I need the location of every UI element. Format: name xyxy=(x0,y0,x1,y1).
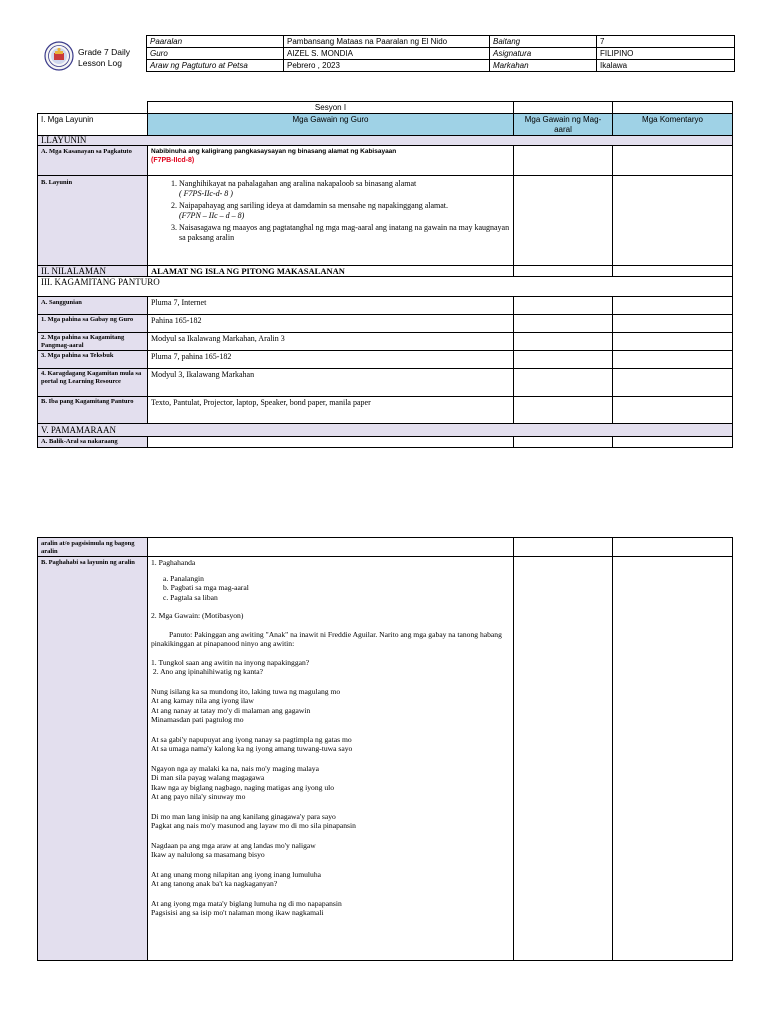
lyric-stanza xyxy=(151,812,510,831)
row-paghahabi-label: B. Paghahabi sa layunin ng aralin xyxy=(38,557,148,961)
prep-item: a. Panalangin xyxy=(163,573,204,583)
objective-item: 1. Nanghihikayat na pahalagahan ang aralina nakapaloob sa binasang alamat ( F7PS-IIc-d- 8 ) xyxy=(179,179,510,199)
resource-value: Modyul sa Ikalawang Markahan, Aralin 3 xyxy=(148,333,514,351)
row-balik-aral-cont-label: aralin at/o pagsisimula ng bagong aralin xyxy=(38,538,148,557)
lyric-line: Minamasdan pati pagtulog mo xyxy=(151,715,244,724)
lyric-stanza xyxy=(151,687,510,725)
song-lyrics xyxy=(151,687,510,918)
prep-list xyxy=(151,574,510,603)
step-paghahanda: 1. Paghahanda xyxy=(151,558,196,567)
resource-label: A. Sanggunian xyxy=(38,297,148,315)
guide-question: 1. Tungkol saan ang awitin na inyong napakinggan? xyxy=(151,657,310,667)
resource-label: 3. Mga pahina sa Teksbuk xyxy=(38,351,148,369)
student-activities-header: Mga Gawain ng Mag-aaral xyxy=(514,114,613,136)
section-kagamitan: III. KAGAMITANG PANTURO xyxy=(38,277,733,297)
quarter-value: Ikalawa xyxy=(597,60,735,72)
lyric-line: At ang tanong anak ba't ka nagkaganyan? xyxy=(151,879,278,888)
guide-questions xyxy=(151,658,510,677)
session-label: Sesyon I xyxy=(148,102,514,114)
guide-question: 2. Ano ang ipinahihiwatig ng kanta? xyxy=(151,667,263,676)
lyric-line: At ang payo nila'y sinuway mo xyxy=(151,792,246,801)
lyric-line: At ang nanay at tatay mo'y di malaman ang gagawin xyxy=(151,705,311,715)
header-info-table xyxy=(146,35,735,72)
section-layunin: I.LAYUNIN xyxy=(38,136,733,146)
teacher-label: Guro xyxy=(147,48,284,60)
step-motibasyon: 2. Mga Gawain: (Motibasyon) xyxy=(151,611,244,620)
deped-logo xyxy=(44,41,74,71)
resource-label: B. Iba pang Kagamitang Panturo xyxy=(38,397,148,424)
resource-value: Pluma 7, Internet xyxy=(148,297,514,315)
objective-item: 3. Naisasagawa ng maayos ang pagtatanghal ng mga mag-aaral ang inatang na gawain na may kaugnayan sa paksang aralin xyxy=(179,223,510,243)
lyric-stanza xyxy=(151,870,510,889)
lesson-log-title xyxy=(78,47,142,69)
title-line-2: Lesson Log xyxy=(78,58,122,68)
resource-value: Texto, Pantulat, Projector, laptop, Speaker, bond paper, manila paper xyxy=(148,397,514,424)
section-pamamaraan: V. PAMAMARAAN xyxy=(38,424,733,437)
lyric-line: Di mo man lang inisip na ang kanilang ginagawa'y para sayo xyxy=(151,811,336,821)
teacher-value: AIZEL S. MONDIA xyxy=(284,48,490,60)
lyric-line: Pagsisisi ang sa isip mo't nalaman mong ikaw nagkamali xyxy=(151,908,324,917)
school-value: Pambansang Mataas na Paaralan ng El Nido xyxy=(284,36,490,48)
lyric-stanza xyxy=(151,735,510,754)
lyric-stanza xyxy=(151,841,510,860)
panuto-text: Panuto: Pakinggan ang awiting "Anak" na inawit ni Freddie Aguilar. Narito ang mga gabay na tanong habang pinakikinggan at pinapanood ninyo ang awitin: xyxy=(151,629,502,648)
prep-item: c. Pagtala sa liban xyxy=(163,592,218,602)
section-nilalaman: II. NILALAMAN xyxy=(38,266,148,277)
lyric-line: At sa gabi'y napupuyat ang iyong nanay sa pagtimpla ng gatas mo xyxy=(151,734,352,744)
date-value: Pebrero , 2023 xyxy=(284,60,490,72)
lyric-line: Ikaw nga ay biglang nagbago, naging matigas ang iyong ulo xyxy=(151,782,335,792)
row-balik-aral-label: A. Balik-Aral sa nakaraang xyxy=(38,437,148,448)
lyric-line: At ang iyong mga mata'y biglang lumuha ng di mo napapansin xyxy=(151,898,342,908)
resource-label: 1. Mga pahina sa Gabay ng Guro xyxy=(38,315,148,333)
row-kasanayan-label: A. Mga Kasanayan sa Pagkatuto xyxy=(38,146,148,176)
objectives-list xyxy=(151,179,510,243)
title-line-1: Grade 7 Daily xyxy=(78,47,130,57)
school-label: Paaralan xyxy=(147,36,284,48)
lyric-line: At ang kamay nila ang iyong ilaw xyxy=(151,696,254,705)
comments-header: Mga Komentaryo xyxy=(613,114,733,136)
lyric-line: Nagdaan pa ang mga araw at ang landas mo'y naligaw xyxy=(151,840,316,850)
resource-label: 4. Karagdagang Kagamitan mula sa portal ng Learning Resource xyxy=(38,369,148,397)
lyric-line: At sa umaga nama'y kalong ka ng iyong amang tuwang-tuwa sayo xyxy=(151,744,353,753)
row-kasanayan-code: (F7PB-IIcd-8) xyxy=(151,157,195,164)
subject-label: Asignatura xyxy=(490,48,597,60)
objective-item: 2. Naipapahayag ang sariling ideya at damdamin sa mensahe ng napakinggang alamat. (F7PN – IIc – d – 8) xyxy=(179,201,510,221)
row-layunin-label: B. Layunin xyxy=(38,176,148,266)
resource-value: Modyul 3, Ikalawang Markahan xyxy=(148,369,514,397)
lyric-line: Nung isilang ka sa mundong ito, laking tuwa ng magulang mo xyxy=(151,686,341,696)
lyric-line: Ikaw ay nalulong sa masamang bisyo xyxy=(151,850,265,859)
lesson-table-2 xyxy=(37,537,733,961)
lyric-line: Ngayon nga ay malaki ka na, nais mo'y maging malaya xyxy=(151,763,319,773)
resource-label: 2. Mga pahina sa Kagamitang Pangmag-aaral xyxy=(38,333,148,351)
subject-value: FILIPINO xyxy=(597,48,735,60)
resource-value: Pahina 165-182 xyxy=(148,315,514,333)
lyric-line: Pagkat ang nais mo'y masunod ang layaw mo di mo sila pinapansin xyxy=(151,821,356,830)
lyric-line: At ang unang mong nilapitan ang iyong inang lumuluha xyxy=(151,869,321,879)
lyric-line: Di man sila payag walang magagawa xyxy=(151,773,265,782)
nilalaman-value: ALAMAT NG ISLA NG PITONG MAKASALANAN xyxy=(148,266,514,277)
objectives-header: I. Mga Layunin xyxy=(38,114,148,136)
resource-value: Pluma 7, pahina 165-182 xyxy=(148,351,514,369)
date-label: Araw ng Pagtuturo at Petsa xyxy=(147,60,284,72)
grade-value: 7 xyxy=(597,36,735,48)
lesson-table-1 xyxy=(37,101,733,448)
prep-item: b. Pagbati sa mga mag-aaral xyxy=(163,583,249,592)
lyric-stanza xyxy=(151,764,510,802)
lyric-stanza xyxy=(151,899,510,918)
quarter-label: Markahan xyxy=(490,60,597,72)
row-kasanayan-text: Nabibinuha ang kaligirang pangkasaysayan ng binasang alamat ng Kabisayaan xyxy=(151,148,397,155)
grade-label: Baitang xyxy=(490,36,597,48)
teacher-activities-header: Mga Gawain ng Guro xyxy=(148,114,514,136)
